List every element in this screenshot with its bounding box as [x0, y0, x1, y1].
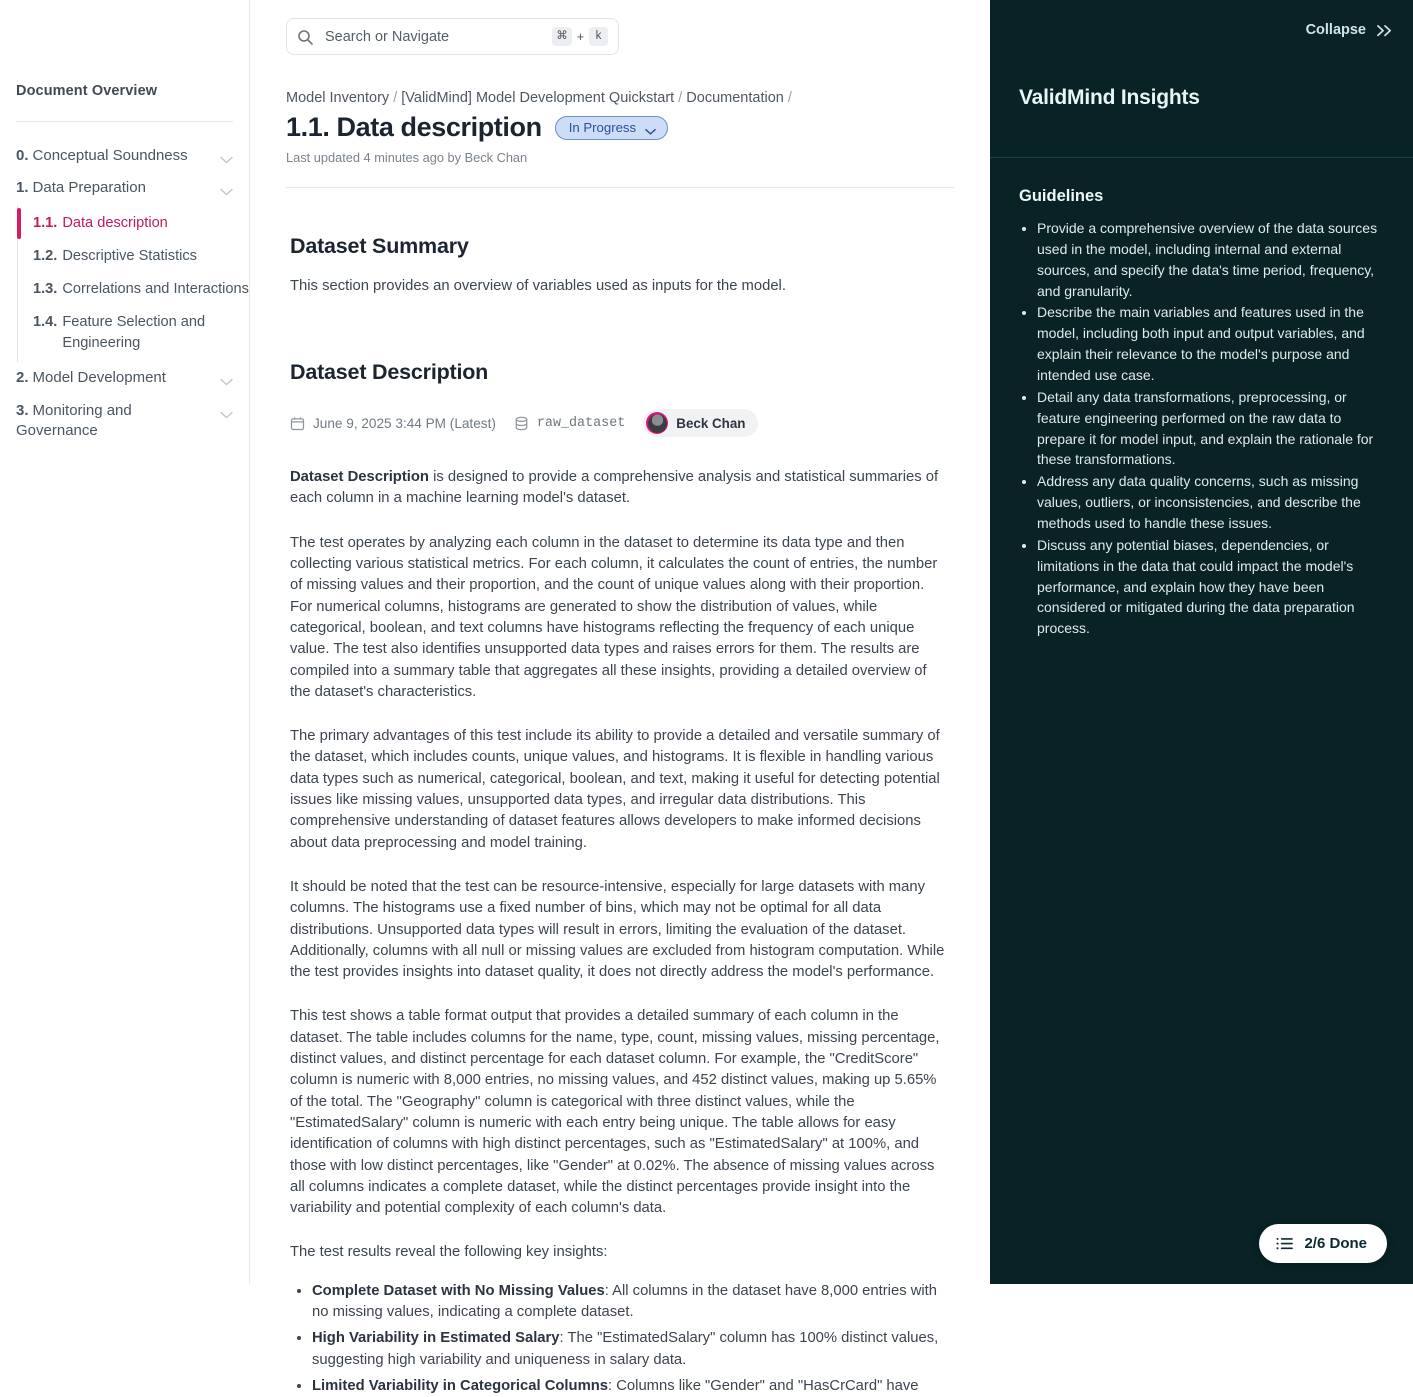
kbd-plus: + [576, 29, 584, 44]
dataset-summary-text: This section provides an overview of variables used as inputs for the model. [290, 278, 786, 294]
insight-bullet-title: Complete Dataset with No Missing Values [312, 1282, 605, 1299]
sidebar-item-number: 1.3. [33, 280, 58, 297]
guideline-item: • Describe the main variables and features used in the model, including both input and output variables, and explain their relevance to the model's purpose and intended use case. [1037, 302, 1381, 385]
breadcrumb-separator: / [783, 90, 796, 106]
kbd-modifier: ⌘ [552, 27, 572, 46]
document-overview-sidebar [0, 0, 250, 1284]
breadcrumb-item[interactable]: Model Inventory [286, 90, 390, 106]
chevron-down-icon[interactable] [220, 150, 233, 158]
search-shortcut [552, 27, 608, 46]
paragraph-lead: Dataset Description [290, 469, 429, 486]
body-paragraph: This test shows a table format output that provides a detailed summary of each column in the dataset. The table includes columns for the name, type, count, missing values, missing percentage, distinct values, and distinct percentage for each dataset column. For example, the "CreditScore" column is numeric with 8,000 entries, no missing values, and 452 distinct values, making up 5.65% of the total. The "Geography" column is categorical with three distinct values, while the "EstimatedSalary" column is numeric with each entry being unique. The table allows for easy identification of columns with high distinct percentages, such as "EstimatedSalary" at 100%, and those with low distinct percentages, like "Gender" at 0.02%. The absence of missing values across all columns indicates a complete dataset, while the distinct percentages provide insight into the variability and potential complexity of each column's data. [290, 1008, 940, 1217]
breadcrumb-item[interactable]: Documentation [686, 90, 784, 106]
collapse-button[interactable] [990, 0, 1413, 38]
collapse-label: Collapse [1305, 22, 1366, 38]
progress-done-label: 2/6 Done [1304, 1235, 1367, 1252]
status-badge[interactable] [555, 116, 668, 140]
sidebar-section-label: 1. Data Preparation [16, 179, 146, 197]
insights-panel-title: ValidMind Insights [1019, 86, 1200, 109]
dataset-summary-section [290, 188, 950, 297]
calendar-icon [290, 416, 305, 431]
breadcrumb-item[interactable]: [ValidMind] Model Development Quickstart [401, 90, 675, 106]
chevron-down-icon[interactable] [220, 405, 233, 413]
last-updated-text: Last updated 4 minutes ago by Beck Chan [286, 150, 528, 165]
owner-chip[interactable] [643, 409, 757, 437]
sidebar-item-label: Descriptive Statistics [62, 247, 197, 264]
chevron-down-icon[interactable] [220, 372, 233, 380]
date-meta [290, 416, 496, 431]
guidelines-heading: Guidelines [1019, 187, 1104, 205]
date-meta-label: June 9, 2025 3:44 PM (Latest) [313, 415, 496, 431]
main-header [250, 18, 990, 188]
search-input[interactable] [286, 18, 619, 55]
page-title: 1.1. Data description [286, 112, 542, 142]
document-nav [0, 122, 249, 447]
breadcrumb-separator: / [389, 90, 402, 106]
dataset-meta [514, 416, 625, 431]
sidebar-item-descriptive-statistics[interactable] [18, 240, 249, 273]
main-content [250, 0, 990, 1394]
description-paragraphs [290, 467, 950, 1264]
chevron-double-right-icon [1376, 24, 1393, 37]
search-icon [297, 29, 313, 45]
avatar [646, 412, 668, 434]
sidebar-subsection-list [17, 205, 249, 363]
sidebar-item-data-description[interactable] [18, 207, 249, 240]
guideline-item: • Provide a comprehensive overview of the data sources used in the model, including internal and external sources, and specify the data's time period, frequency, and granularity. [1037, 218, 1381, 301]
kbd-key: k [589, 27, 608, 46]
sidebar-section-0[interactable] [0, 140, 249, 172]
sidebar-item-correlations-and-interactions[interactable] [18, 273, 249, 306]
breadcrumb [286, 90, 954, 106]
sidebar-item-label: Correlations and Interactions [62, 280, 249, 297]
chevron-down-icon [645, 124, 656, 131]
body-paragraph: It should be noted that the test can be resource-intensive, especially for large datasets with many columns. The histograms use a fixed number of bins, which may not be optimal for all data distributions. Unsupported data types will result in errors, limiting the evaluation of the dataset. Additionally, columns with all null or missing values are excluded from histogram computation. While the test provides insights into dataset quality, it does not directly address the model's performance. [290, 878, 945, 981]
owner-name: Beck Chan [676, 415, 746, 431]
dataset-description-heading: Dataset Description [290, 360, 489, 385]
insights-divider [990, 157, 1413, 158]
title-row [286, 112, 954, 143]
sidebar-section-label: 0. Conceptual Soundness [16, 147, 188, 164]
insight-bullet-title: Limited Variability in Categorical Columns [312, 1377, 609, 1394]
sidebar-section-label: 2. Model Development [16, 369, 166, 387]
sidebar-item-number: 1.1. [33, 214, 58, 231]
dataset-description-section [290, 297, 950, 1397]
sidebar-section-label: 3. Monitoring and Governance [16, 401, 132, 439]
search-placeholder: Search or Navigate [325, 28, 450, 45]
guideline-item: • Discuss any potential biases, dependencies, or limitations in the data that could impact the model's performance, and explain how they have been considered or mitigated during the data preparation process. [1037, 535, 1381, 639]
insight-bullet: • Complete Dataset with No Missing Values: All columns in the dataset have 8,000 entries with no missing values, indicating a complete dataset. [312, 1281, 950, 1324]
validmind-insights-panel [990, 0, 1413, 1284]
dataset-meta-label: raw_dataset [536, 415, 626, 431]
dataset-summary-heading: Dataset Summary [290, 234, 469, 258]
sidebar-section-3[interactable] [0, 395, 249, 448]
database-icon [514, 416, 529, 431]
breadcrumb-separator: / [674, 90, 687, 106]
list-checklist-icon [1276, 1237, 1293, 1251]
body-paragraph: The primary advantages of this test include its ability to provide a detailed and versatile summary of the dataset, which includes counts, unique values, and histograms. It is flexible in handling various data types such as numerical, categorical, boolean, and text, making it useful for detecting potential issues like missing values, unsupported data types, and irregular data distributions. This comprehensive understanding of dataset features allows developers to make informed decisions about data preprocessing and model training. [290, 728, 940, 851]
description-metadata [290, 409, 950, 437]
guidelines-list [990, 218, 1413, 639]
sidebar-item-label: Feature Selection and Engineering [62, 313, 206, 352]
body-paragraph: The test results reveal the following key insights: [290, 1244, 608, 1261]
insight-bullet-list [290, 1281, 950, 1397]
document-body [250, 188, 990, 1397]
sidebar-item-label: Data description [62, 214, 168, 231]
sidebar-section-1[interactable] [0, 172, 249, 204]
sidebar-item-number: 1.4. [33, 313, 58, 330]
progress-done-button[interactable] [1259, 1224, 1387, 1263]
sidebar-item-number: 1.2. [33, 247, 58, 264]
insight-bullet-title: High Variability in Estimated Salary [312, 1330, 560, 1347]
guideline-item: • Address any data quality concerns, such as missing values, outliers, or inconsistencies, and describe the methods used to handle these issues. [1037, 471, 1381, 534]
body-paragraph: Dataset Description is designed to provide a comprehensive analysis and statistical summaries of each column in a machine learning model's dataset. [290, 469, 939, 507]
sidebar-title: Document Overview [16, 83, 158, 99]
insight-bullet: • High Variability in Estimated Salary: The "EstimatedSalary" column has 100% distinct values, suggesting high variability and uniqueness in salary data. [312, 1328, 950, 1371]
insight-bullet: • Limited Variability in Categorical Columns: Columns like "Gender" and "HasCrCard" have [312, 1376, 950, 1397]
status-badge-label: In Progress [568, 119, 637, 135]
body-paragraph: The test operates by analyzing each column in the dataset to determine its data type and then collecting various statistical metrics. For each column, it calculates the count of entries, the number of missing values and their proportion, and the count of unique values along with their proportion. For numerical columns, histograms are generated to show the distribution of values, while categorical, boolean, and text columns have histograms reflecting the frequency of each unique value. The test also identifies unsupported data types and raises errors for them. The results are compiled into a summary table that aggregates all these insights, providing a detailed overview of the dataset's characteristics. [290, 534, 938, 700]
chevron-down-icon[interactable] [220, 182, 233, 190]
guideline-item: • Detail any data transformations, preprocessing, or feature engineering performed on the raw data to prepare it for model input, and explain the rationale for these transformations. [1037, 387, 1381, 470]
sidebar-section-2[interactable] [0, 362, 249, 394]
sidebar-item-feature-selection-and-engineering[interactable] [18, 306, 249, 360]
